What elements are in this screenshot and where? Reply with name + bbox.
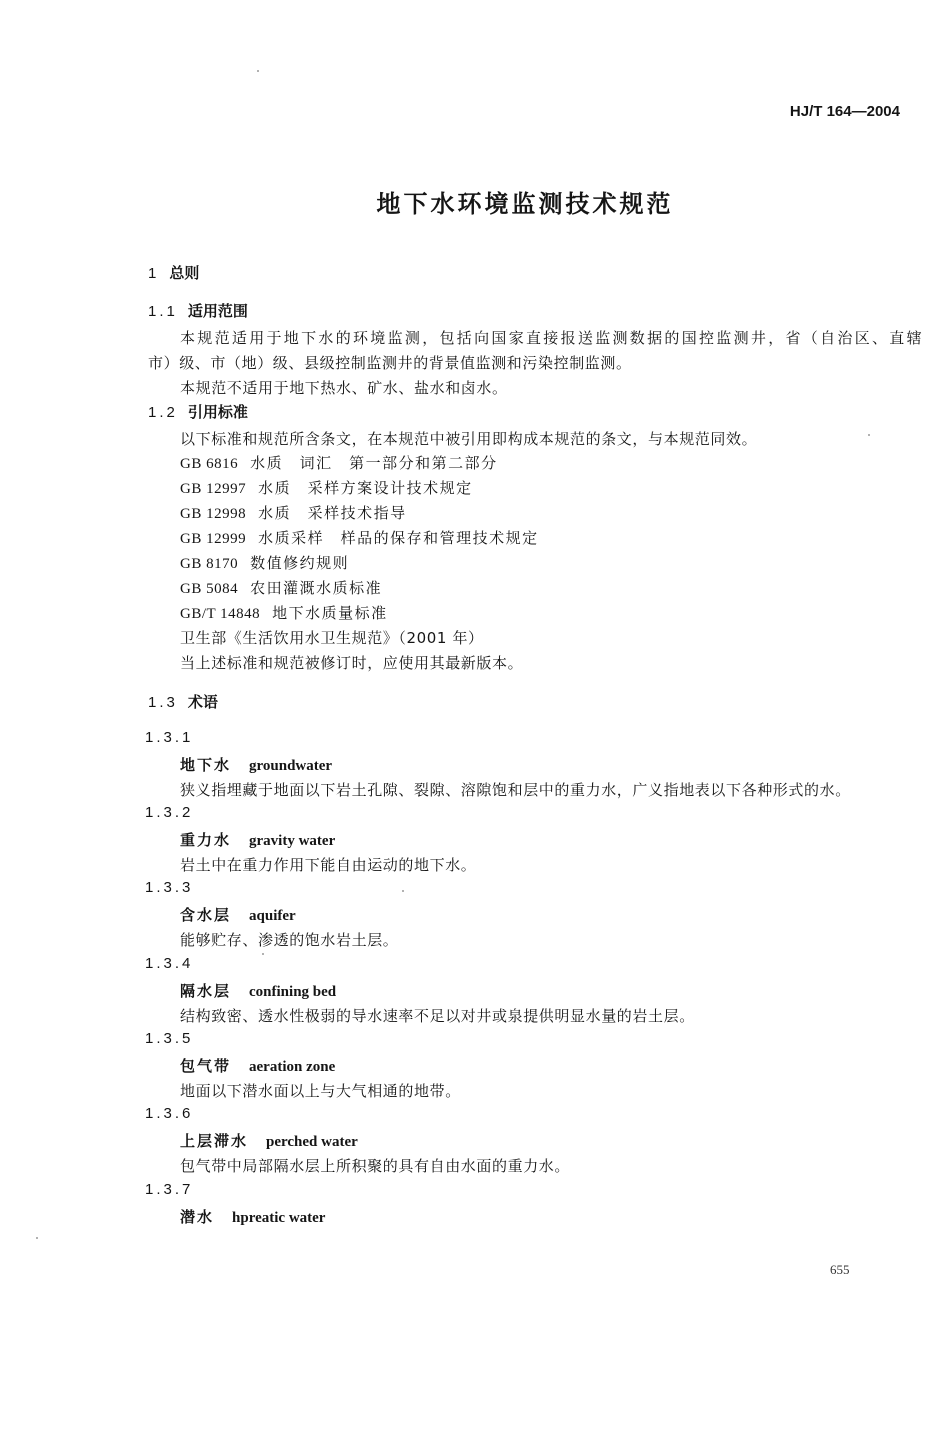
term-chinese: 地下水 xyxy=(180,756,232,774)
scope-paragraph-line-1: 本规范适用于地下水的环境监测，包括向国家直接报送监测数据的国控监测井，省（自治区、直辖 xyxy=(180,329,924,347)
term-chinese: 潜水 xyxy=(180,1208,215,1226)
term-definition: 岩土中在重力作用下能自由运动的地下水。 xyxy=(180,856,477,874)
page-number: 655 xyxy=(830,1262,850,1277)
term-definition: 能够贮存、渗透的饱水岩土层。 xyxy=(180,931,399,949)
term-heading xyxy=(180,904,296,925)
reference-code: GB 12999 xyxy=(180,531,247,547)
term-heading xyxy=(180,754,332,775)
reference-name: 水质 采样方案设计技术规定 xyxy=(258,479,473,497)
term-english: aquifer xyxy=(249,908,296,924)
term-definition: 狭义指埋藏于地面以下岩土孔隙、裂隙、溶隙饱和层中的重力水，广义指地表以下各种形式的水。 xyxy=(180,781,851,799)
reference-name: 水质采样 样品的保存和管理技术规定 xyxy=(258,529,539,547)
term-definition: 包气带中局部隔水层上所积聚的具有自由水面的重力水。 xyxy=(180,1157,571,1175)
section-number: 1 xyxy=(148,265,160,282)
term-heading xyxy=(180,1055,335,1076)
reference-code: GB 8170 xyxy=(180,556,239,572)
reference-name: 数值修约规则 xyxy=(250,554,350,572)
section-label: 引用标准 xyxy=(187,403,248,421)
scan-speck xyxy=(402,890,404,892)
term-heading xyxy=(180,1206,325,1227)
reference-item xyxy=(180,602,388,623)
term-chinese: 上层滞水 xyxy=(180,1132,249,1150)
reference-code: GB 12998 xyxy=(180,506,247,522)
section-number: 1.1 xyxy=(148,303,178,320)
term-english: gravity water xyxy=(249,833,336,849)
term-chinese: 含水层 xyxy=(180,906,232,924)
term-chinese: 隔水层 xyxy=(180,982,232,1000)
term-number: 1.3.1 xyxy=(145,729,194,746)
standard-code: HJ/T 164—2004 xyxy=(789,103,900,120)
reference-name: 水质 采样技术指导 xyxy=(258,504,407,522)
term-heading xyxy=(180,980,336,1001)
scope-paragraph-line-2: 市）级、市（地）级、县级控制监测井的背景值监测和污染控制监测。 xyxy=(148,354,632,372)
term-english: confining bed xyxy=(249,984,337,1000)
scan-speck xyxy=(36,1237,38,1239)
section-label: 总则 xyxy=(169,264,200,282)
term-english: aeration zone xyxy=(249,1059,336,1075)
term-number: 1.3.6 xyxy=(145,1105,194,1122)
reference-code: GB 5084 xyxy=(180,581,239,597)
references-intro: 以下标准和规范所含条文，在本规范中被引用即构成本规范的条文，与本规范同效。 xyxy=(180,430,758,448)
reference-item xyxy=(180,452,498,473)
term-heading xyxy=(180,1130,358,1151)
reference-extra: 卫生部《生活饮用水卫生规范》（2001 年） xyxy=(180,629,484,647)
scan-speck xyxy=(257,70,259,72)
term-definition: 结构致密、透水性极弱的导水速率不足以对井或泉提供明显水量的岩土层。 xyxy=(180,1007,695,1025)
section-1-3-heading xyxy=(148,691,218,712)
scan-speck xyxy=(262,953,264,955)
section-number: 1.2 xyxy=(148,404,178,421)
page-title: 地下水环境监测技术规范 xyxy=(376,190,674,218)
section-label: 术语 xyxy=(187,693,218,711)
term-number: 1.3.2 xyxy=(145,804,194,821)
term-english: hpreatic water xyxy=(232,1210,326,1226)
reference-code: GB/T 14848 xyxy=(180,606,261,622)
section-1-heading xyxy=(148,262,199,283)
reference-item xyxy=(180,477,473,498)
scan-speck xyxy=(868,434,870,436)
reference-name: 水质 词汇 第一部分和第二部分 xyxy=(250,454,498,472)
reference-item xyxy=(180,527,539,548)
term-number: 1.3.4 xyxy=(145,955,194,972)
reference-item xyxy=(180,502,407,523)
term-number: 1.3.7 xyxy=(145,1181,194,1198)
reference-name: 地下水质量标准 xyxy=(272,604,388,622)
term-heading xyxy=(180,829,335,850)
term-number: 1.3.3 xyxy=(145,879,194,896)
term-chinese: 包气带 xyxy=(180,1057,232,1075)
term-definition: 地面以下潜水面以上与大气相通的地带。 xyxy=(180,1082,461,1100)
reference-name: 农田灌溉水质标准 xyxy=(250,579,383,597)
reference-item xyxy=(180,552,349,573)
reference-item xyxy=(180,577,382,598)
scope-exclusion: 本规范不适用于地下热水、矿水、盐水和卤水。 xyxy=(180,379,508,397)
section-label: 适用范围 xyxy=(187,302,248,320)
section-number: 1.3 xyxy=(148,694,178,711)
term-english: perched water xyxy=(266,1134,358,1150)
reference-code: GB 6816 xyxy=(180,456,239,472)
term-english: groundwater xyxy=(249,758,333,774)
section-1-2-heading xyxy=(148,401,248,422)
term-number: 1.3.5 xyxy=(145,1030,194,1047)
term-chinese: 重力水 xyxy=(180,831,232,849)
reference-code: GB 12997 xyxy=(180,481,247,497)
section-1-1-heading xyxy=(148,300,248,321)
reference-note: 当上述标准和规范被修订时，应使用其最新版本。 xyxy=(180,654,524,672)
